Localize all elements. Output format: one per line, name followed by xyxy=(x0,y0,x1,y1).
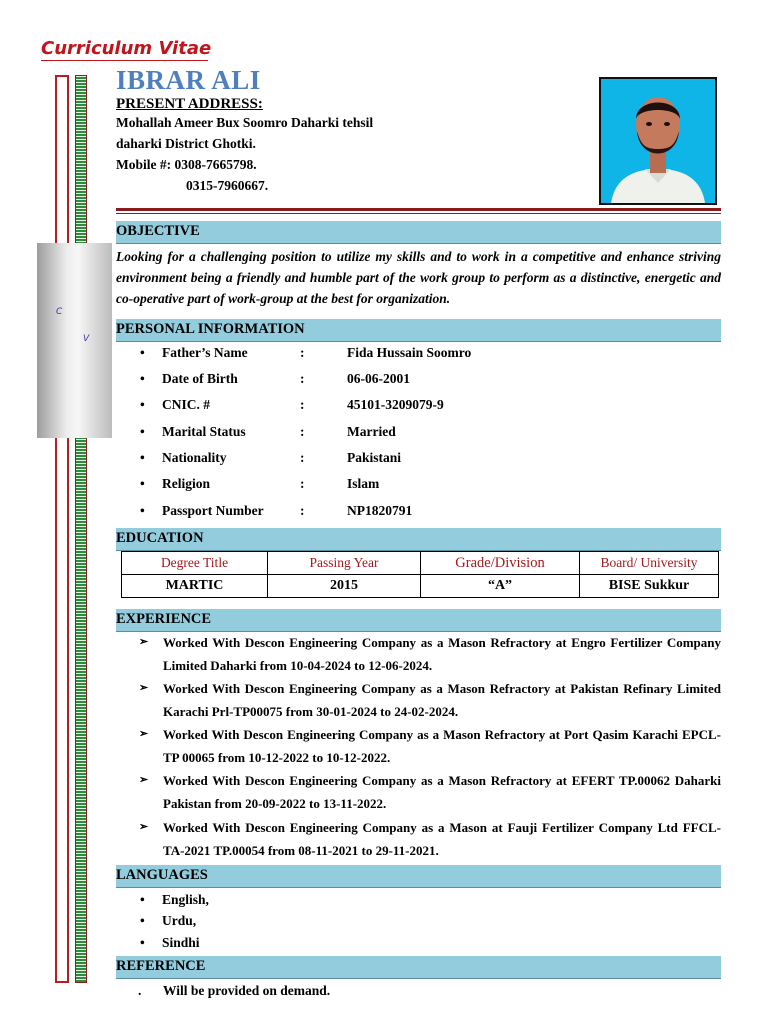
info-label: CNIC. # xyxy=(162,397,211,412)
section-title: EXPERIENCE xyxy=(116,611,212,627)
portrait-illustration xyxy=(601,79,715,203)
experience-item xyxy=(139,769,721,815)
experience-item xyxy=(139,816,721,862)
address-line: Mohallah Ameer Bux Soomro Daharki tehsil xyxy=(116,115,374,130)
info-label: Marital Status xyxy=(162,424,246,439)
bullet: • xyxy=(140,503,145,518)
section-title: REFERENCE xyxy=(116,958,206,974)
arrow-bullet-icon: ➢ xyxy=(139,682,149,694)
experience-text: Worked With Descon Engineering Company as a Mason Refractory at Engro Fertilizer Company Limited Daharki from 10-04-2024 to 12-06-2024. xyxy=(163,635,721,673)
header-divider xyxy=(116,208,721,211)
candidate-name: IBRAR ALI xyxy=(116,65,261,95)
experience-item xyxy=(139,723,721,769)
bullet: • xyxy=(140,892,145,907)
info-value: Pakistani xyxy=(347,450,402,465)
table-cell: 2015 xyxy=(268,575,421,598)
info-colon: : xyxy=(300,503,305,518)
column-header: Passing Year xyxy=(268,552,421,575)
experience-item xyxy=(139,631,721,677)
info-label: Passport Number xyxy=(162,503,264,518)
info-label: Religion xyxy=(162,476,211,491)
cv-title: Curriculum Vitae xyxy=(41,38,212,59)
table-cell: MARTIC xyxy=(122,575,268,598)
experience-text: Worked With Descon Engineering Company as a Mason Refractory at Pakistan Refinary Limited Karachi Prl-TP00075 from 30-01-2024 to 24-02-2024. xyxy=(163,681,721,719)
bullet: • xyxy=(140,935,145,950)
info-value: 06-06-2001 xyxy=(347,371,410,386)
info-value: 45101-3209079-9 xyxy=(347,397,444,412)
side-letter-c: C xyxy=(56,307,63,317)
info-label: Date of Birth xyxy=(162,371,238,386)
section-title: OBJECTIVE xyxy=(116,223,200,239)
section-reference xyxy=(116,956,721,979)
arrow-bullet-icon: ➢ xyxy=(139,636,149,648)
info-label: Father’s Name xyxy=(162,345,248,360)
info-value: Married xyxy=(347,424,396,439)
bullet: • xyxy=(140,476,145,491)
info-value: NP1820791 xyxy=(347,503,413,518)
reference-text: Will be provided on demand. xyxy=(163,983,331,998)
info-colon: : xyxy=(300,450,305,465)
section-experience xyxy=(116,609,721,632)
bullet: • xyxy=(140,424,145,439)
arrow-bullet-icon: ➢ xyxy=(139,821,149,833)
column-header: Board/ University xyxy=(580,552,719,575)
arrow-bullet-icon: ➢ xyxy=(139,774,149,786)
section-title: PERSONAL INFORMATION xyxy=(116,321,305,337)
info-value: Fida Hussain Soomro xyxy=(347,345,472,360)
left-border-green xyxy=(75,75,90,983)
bullet: • xyxy=(140,450,145,465)
bullet: • xyxy=(140,397,145,412)
experience-text: Worked With Descon Engineering Company as a Mason at Fauji Fertilizer Company Ltd FFCL-TA-2021 TP.00054 from 08-11-2021 to 29-11-2021. xyxy=(163,820,721,858)
mobile-line: Mobile #: 0308-7665798. xyxy=(116,157,257,172)
table-cell: BISE Sukkur xyxy=(580,575,719,598)
language-label: English, xyxy=(162,892,209,907)
bullet: • xyxy=(140,371,145,386)
info-colon: : xyxy=(300,397,305,412)
bullet: • xyxy=(140,345,145,360)
info-colon: : xyxy=(300,371,305,386)
info-label: Nationality xyxy=(162,450,227,465)
column-header: Grade/Division xyxy=(421,552,580,575)
experience-item xyxy=(139,677,721,723)
left-border-red xyxy=(55,75,69,983)
section-objective xyxy=(116,221,721,244)
language-label: Sindhi xyxy=(162,935,200,950)
education-table xyxy=(121,551,719,598)
language-label: Urdu, xyxy=(162,913,197,928)
table-cell: “A” xyxy=(421,575,580,598)
address-line: daharki District Ghotki. xyxy=(116,136,256,151)
address-label: PRESENT ADDRESS: xyxy=(116,96,263,112)
cv-title-underline xyxy=(41,60,208,61)
mobile-line-2: 0315-7960667. xyxy=(186,178,269,193)
profile-photo xyxy=(599,77,717,205)
experience-text: Worked With Descon Engineering Company as a Mason Refractory at EFERT TP.00062 Daharki Pakistan from 20-09-2022 to 13-11-2022. xyxy=(163,773,721,811)
section-education xyxy=(116,528,721,551)
info-colon: : xyxy=(300,345,305,360)
header-divider-thin xyxy=(116,213,721,214)
column-header: Degree Title xyxy=(122,552,268,575)
side-letter-v: V xyxy=(83,334,90,344)
bullet: • xyxy=(140,913,145,928)
section-title: EDUCATION xyxy=(116,530,204,546)
bullet: . xyxy=(138,983,142,998)
table-row xyxy=(122,575,719,598)
side-panel xyxy=(37,243,112,438)
arrow-bullet-icon: ➢ xyxy=(139,728,149,740)
experience-text: Worked With Descon Engineering Company as a Mason Refractory at Port Qasim Karachi EPCL-TP 00065 from 10-12-2022 to 10-12-2022. xyxy=(163,727,721,765)
section-languages xyxy=(116,865,721,888)
section-personal-information xyxy=(116,319,721,342)
info-colon: : xyxy=(300,424,305,439)
objective-text: Looking for a challenging position to utilize my skills and to work in a competitive and enhance striving environment being a friendly and humble part of the work group to perform as a distinctive, energetic and co-operative part of work-group at the best for organization. xyxy=(116,249,721,306)
section-title: LANGUAGES xyxy=(116,867,208,883)
info-colon: : xyxy=(300,476,305,491)
education-header-row xyxy=(122,552,719,575)
info-value: Islam xyxy=(347,476,380,491)
